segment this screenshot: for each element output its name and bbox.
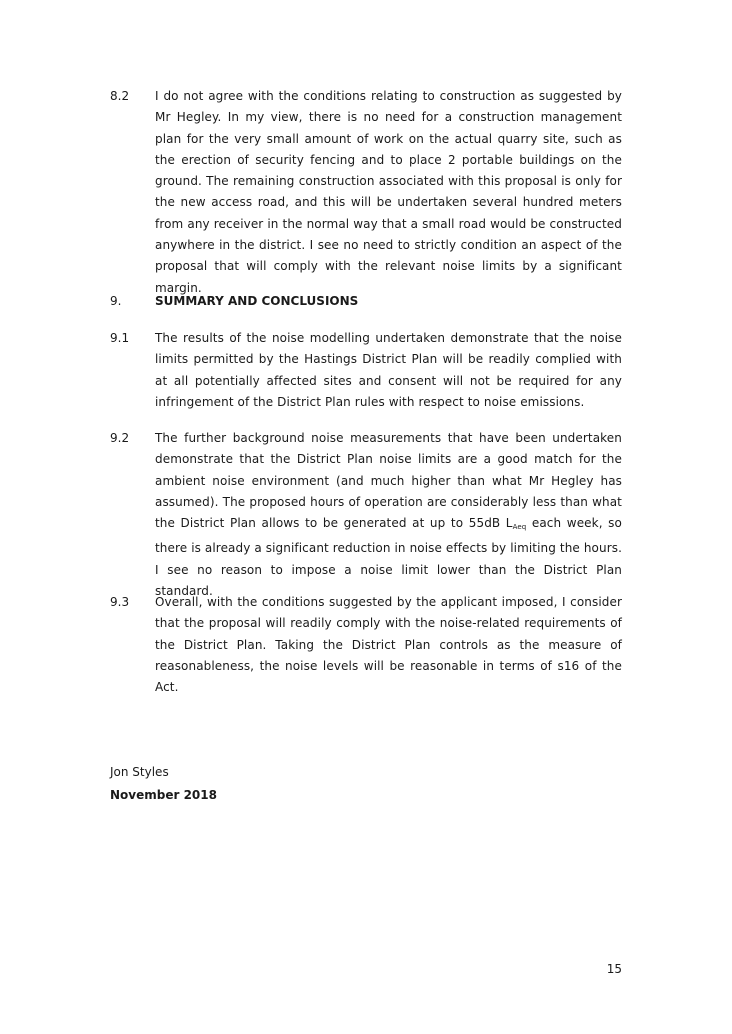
signature-name: Jon Styles [110,765,169,779]
subscript-aeq: Aeq [512,523,527,532]
paragraph-number: 8.2 [110,89,130,103]
paragraph-9-3 [110,592,622,698]
paragraph-text [155,428,622,602]
paragraph-text: The results of the noise modelling undertaken demonstrate that the noise limits permitted by the Hastings District Plan will be readily complied with at all potentially affected sites and consent will not be required for any infringement of the District Plan rules with respect to noise emissions. [155,331,622,409]
section-number: 9. [110,294,122,308]
paragraph-text-after: each week, so there is already a significant reduction in noise effects by limiting the hours. I see no reason to impose a noise limit lower than the District Plan standard. [155,516,622,599]
paragraph-9-2 [110,428,622,602]
paragraph-9-1 [110,328,622,413]
paragraph-text: I do not agree with the conditions relating to construction as suggested by Mr Hegley. In my view, there is no need for a construction management plan for the very small amount of work on the actual quarry site, such as the erection of security fencing and to place 2 portable buildings on the ground. The remaining construction associated with this proposal is only for the new access road, and this will be undertaken several hundred meters from any receiver in the normal way that a small road would be constructed anywhere in the district. I see no need to strictly condition an aspect of the proposal that will comply with the relevant noise limits by a significant margin. [155,89,622,295]
signature-date: November 2018 [110,788,217,802]
paragraph-8-2 [110,86,622,299]
section-title: SUMMARY AND CONCLUSIONS [155,294,359,308]
paragraph-text-before: The further background noise measurements that have been undertaken demonstrate that the District Plan noise limits are a good match for the ambient noise environment (and much higher than what Mr Hegley has assumed). The proposed hours of operation are considerably less than what the District Plan allows to be generated at up to 55dB L [155,431,622,531]
section-heading-9 [110,291,622,312]
paragraph-number: 9.3 [110,595,130,609]
page-number: 15 [606,962,622,976]
paragraph-number: 9.1 [110,331,130,345]
paragraph-number: 9.2 [110,431,130,445]
paragraph-text: Overall, with the conditions suggested by the applicant imposed, I consider that the proposal will readily comply with the noise-related requirements of the District Plan. Taking the District Plan controls as the measure of reasonableness, the noise levels will be reasonable in terms of s16 of the Act. [155,595,622,695]
